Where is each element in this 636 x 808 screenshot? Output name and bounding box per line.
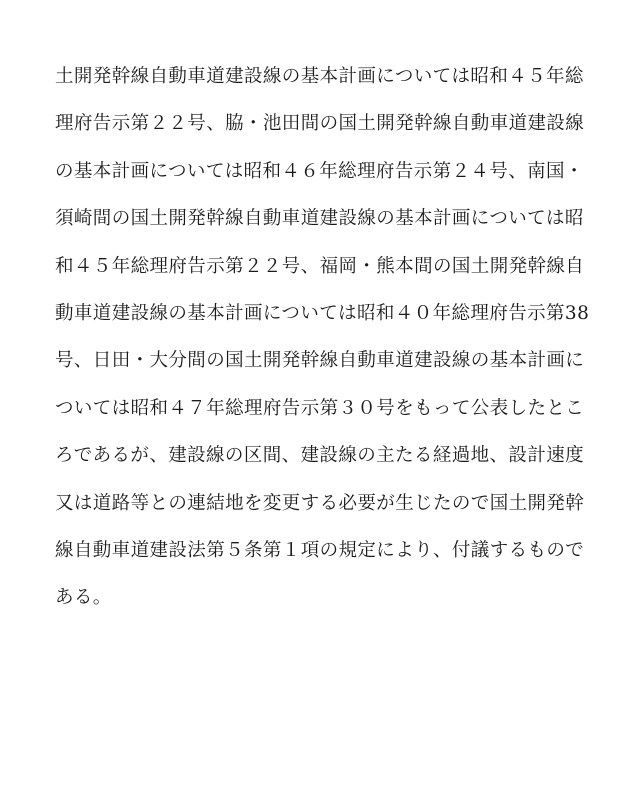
text-line-12: ある。 xyxy=(55,587,112,609)
text-line-5: 和４５年総理府告示第２２号、福岡・熊本間の国土開発幹線自 xyxy=(55,255,585,277)
text-line-1: 土開発幹線自動車道建設線の基本計画については昭和４５年総 xyxy=(55,66,584,87)
text-line-3: の基本計画については昭和４６年総理府告示第２４号、南国・ xyxy=(55,160,584,182)
body-text xyxy=(55,62,595,631)
text-line-10: 又は道路等との連結地を変更する必要が生じたので国土開発幹 xyxy=(55,492,585,514)
text-line-9: ろであるが、建設線の区間、建設線の主たる経過地、設計速度 xyxy=(55,445,585,467)
text-line-11: 線自動車道建設法第５条第１項の規定により、付議するもので xyxy=(55,539,585,561)
text-line-2: 理府告示第２２号、脇・池田間の国土開発幹線自動車道建設線 xyxy=(55,113,585,135)
text-line-8: ついては昭和４７年総理府告示第３０号をもって公表したとこ xyxy=(55,397,585,419)
text-line-4: 須崎間の国土開発幹線自動車道建設線の基本計画については昭 xyxy=(55,208,584,230)
text-line-7: 号、日田・大分間の国土開発幹線自動車道建設線の基本計画に xyxy=(55,350,585,372)
text-line-6: 動車道建設線の基本計画については昭和４０年総理府告示第38 xyxy=(55,302,590,324)
